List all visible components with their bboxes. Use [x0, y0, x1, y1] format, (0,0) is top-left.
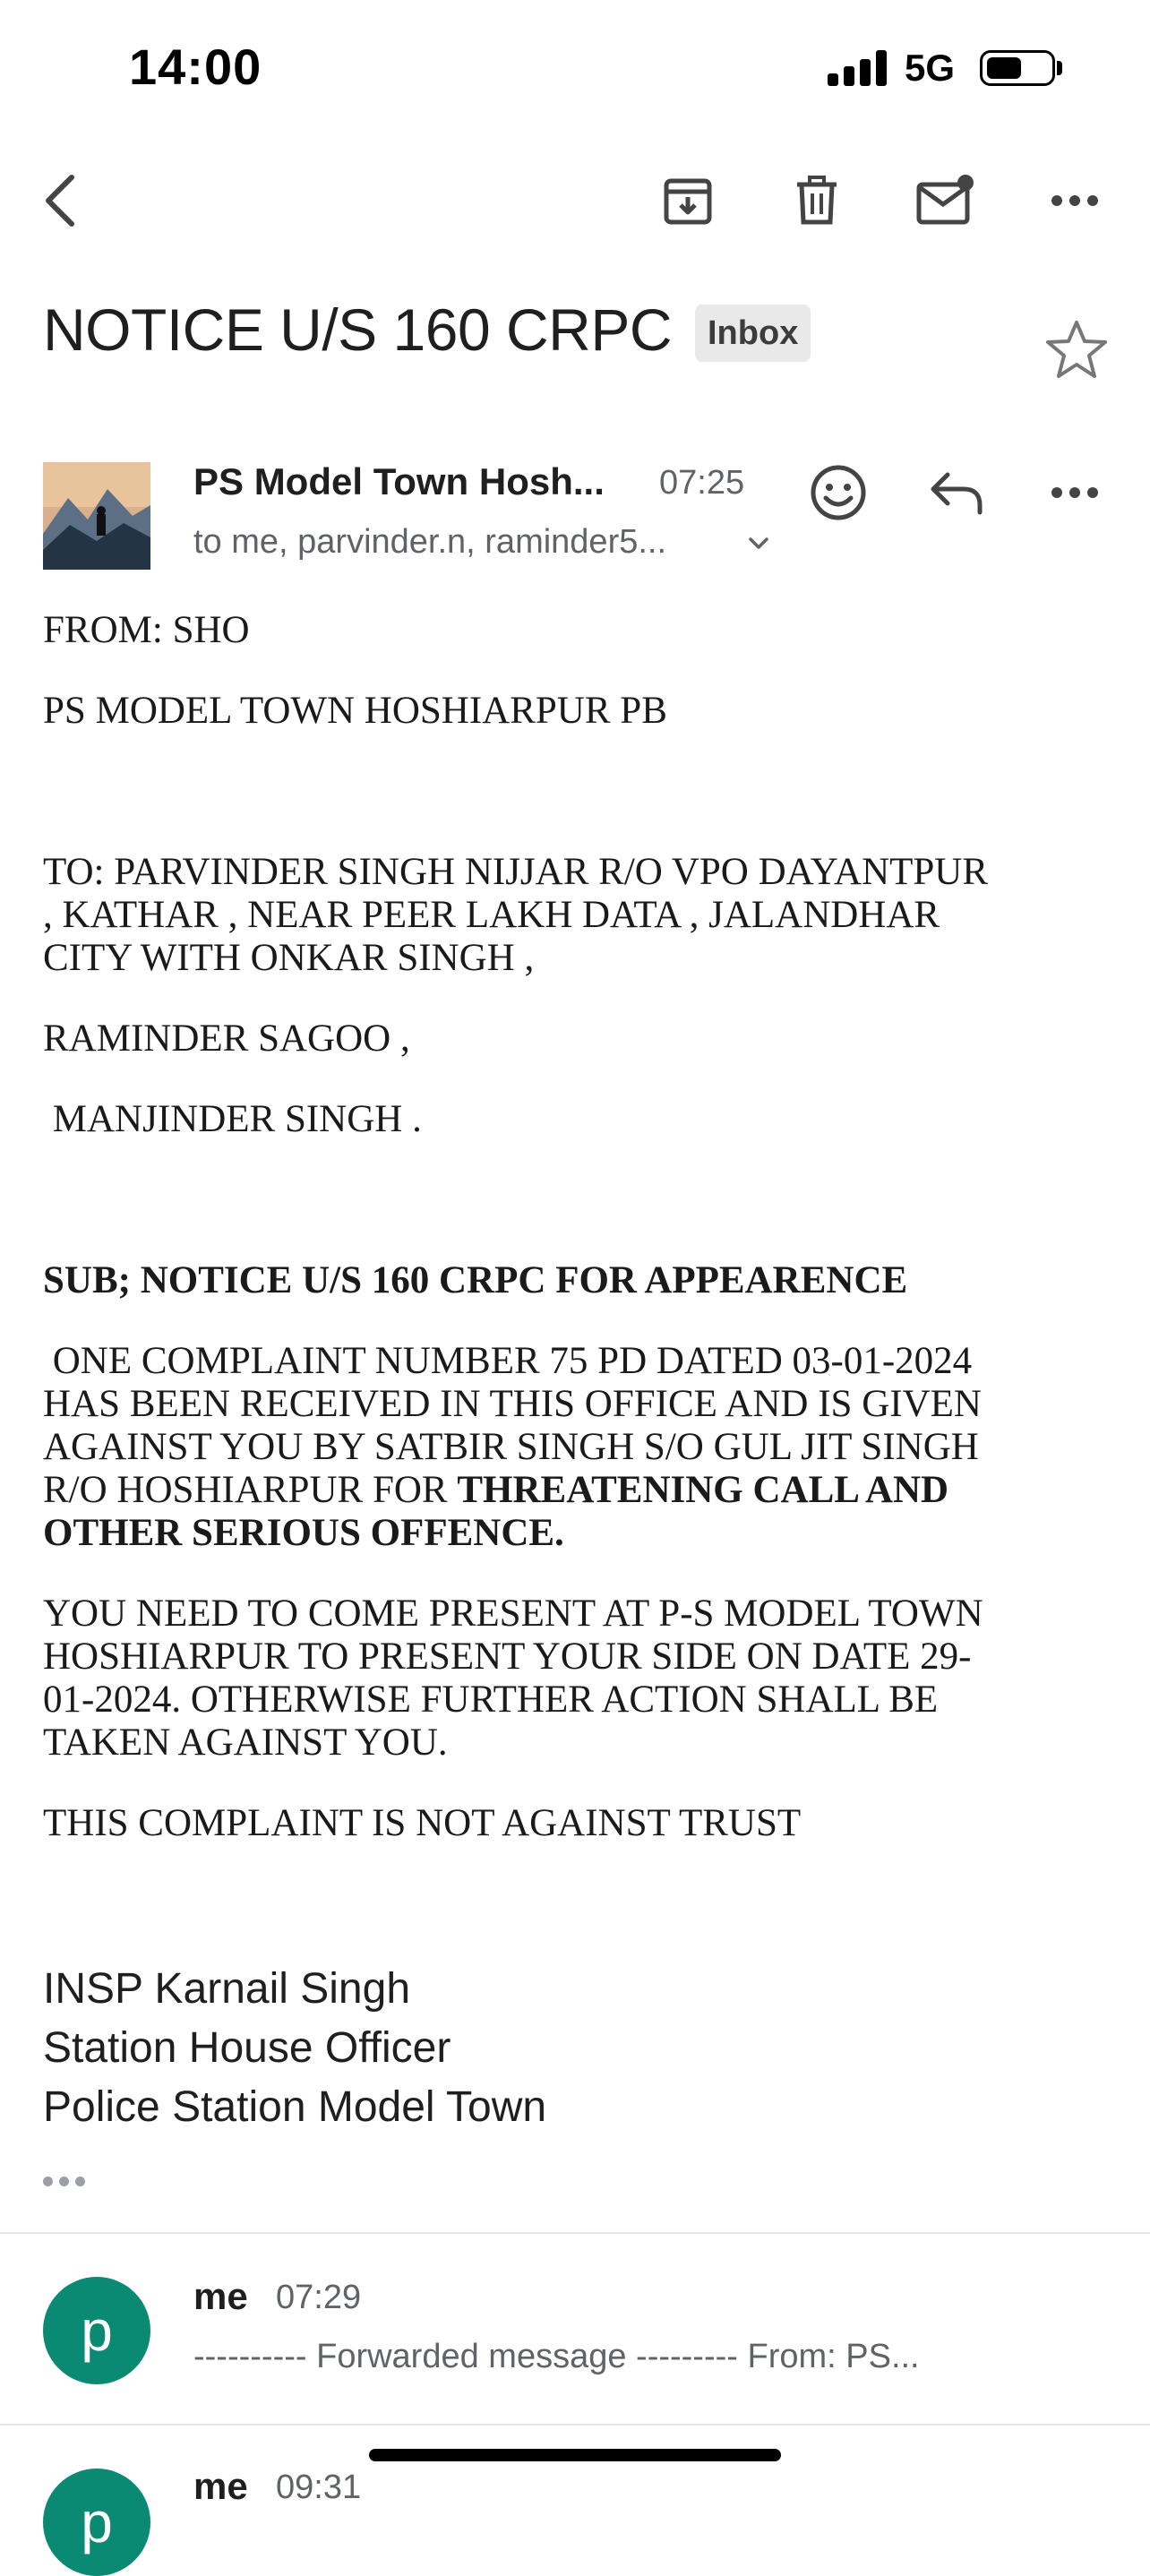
- subject-line-text: SUB; NOTICE U/S 160 CRPC FOR APPEARENCE: [43, 1259, 908, 1301]
- from-line: FROM: SHO: [43, 609, 250, 651]
- appearance-line: 01-2024. OTHERWISE FURTHER ACTION SHALL BE: [43, 1679, 939, 1721]
- home-indicator[interactable]: [369, 2449, 781, 2461]
- complaint-line: R/O HOSHIARPUR FOR: [43, 1469, 458, 1511]
- complaint-paragraph: [43, 1340, 1109, 1555]
- battery-icon: [980, 50, 1055, 86]
- trust-line: THIS COMPLAINT IS NOT AGAINST TRUST: [43, 1802, 802, 1844]
- back-arrow-icon: [36, 172, 86, 229]
- manjinder-line: MANJINDER SINGH .: [43, 1098, 422, 1140]
- to-address: [43, 851, 1109, 980]
- signature-line: Police Station Model Town: [43, 2083, 547, 2131]
- complaint-line: ONE COMPLAINT NUMBER 75 PD DATED 03-01-2024: [43, 1340, 973, 1382]
- more-icon: [1048, 192, 1102, 210]
- star-button[interactable]: [1044, 317, 1109, 382]
- recipients-line[interactable]: to me, parvinder.n, raminder5...: [193, 523, 667, 561]
- trash-icon: [790, 174, 844, 228]
- complaint-line: HAS BEEN RECEIVED IN THIS OFFICE AND IS GIVEN: [43, 1383, 982, 1425]
- battery-tip: [1057, 61, 1062, 75]
- signature: [43, 1960, 546, 2137]
- divider: [0, 2232, 1150, 2234]
- to-line: , KATHAR , NEAR PEER LAKH DATA , JALANDHAR: [43, 894, 940, 936]
- archive-icon: [661, 174, 715, 228]
- network-label: 5G: [905, 47, 956, 89]
- reply-button[interactable]: [921, 457, 992, 528]
- email-subject: NOTICE U/S 160 CRPC: [43, 296, 672, 363]
- thread-avatar[interactable]: p: [43, 2469, 150, 2576]
- appearance-line: HOSHIARPUR TO PRESENT YOUR SIDE ON DATE 29-: [43, 1636, 972, 1678]
- appearance-line: YOU NEED TO COME PRESENT AT P-S MODEL TOWN: [43, 1593, 983, 1635]
- archive-button[interactable]: [652, 165, 724, 236]
- divider: [0, 2424, 1150, 2426]
- thread-avatar[interactable]: p: [43, 2277, 150, 2384]
- appearance-line: TAKEN AGAINST YOU.: [43, 1722, 448, 1764]
- complaint-line-bold: THREATENING CALL AND: [457, 1469, 949, 1511]
- complaint-line: AGAINST YOU BY SATBIR SINGH S/O GUL JIT SINGH: [43, 1426, 979, 1468]
- more-options-button[interactable]: [1039, 165, 1111, 236]
- signature-line: INSP Karnail Singh: [43, 1965, 411, 2013]
- raminder-line: RAMINDER SAGOO ,: [43, 1018, 410, 1060]
- status-time: 14:00: [129, 39, 262, 95]
- to-line: TO: PARVINDER SINGH NIJJAR R/O VPO DAYANTPUR: [43, 851, 989, 893]
- reply-icon: [928, 468, 985, 518]
- toolbar: [0, 152, 1150, 251]
- thread-snippet[interactable]: ---------- Forwarded message --------- From: PS...: [193, 2338, 920, 2375]
- add-reaction-button[interactable]: [802, 457, 874, 528]
- complaint-line-bold: OTHER SERIOUS OFFENCE.: [43, 1512, 564, 1554]
- show-trimmed-content-button[interactable]: [43, 2168, 97, 2194]
- mark-unread-icon: [915, 174, 976, 228]
- thread-sender[interactable]: me: [193, 2465, 248, 2507]
- thread-sender[interactable]: me: [193, 2275, 248, 2317]
- appearance-paragraph: [43, 1593, 1109, 1765]
- sender-name[interactable]: PS Model Town Hosh...: [193, 460, 605, 502]
- signature-line: Station House Officer: [43, 2024, 451, 2072]
- star-icon: [1044, 317, 1109, 382]
- signal-icon: [828, 50, 887, 86]
- inbox-label-badge[interactable]: Inbox: [695, 305, 811, 362]
- message-body: [43, 609, 1109, 1883]
- more-icon: [1048, 484, 1102, 502]
- status-bar: [0, 0, 1150, 134]
- back-button[interactable]: [25, 165, 97, 236]
- thread-time: 09:31: [276, 2469, 362, 2506]
- mark-unread-button[interactable]: [910, 165, 982, 236]
- subject-line: [43, 1259, 1109, 1302]
- thread-time: 07:29: [276, 2279, 362, 2316]
- station-line: PS MODEL TOWN HOSHIARPUR PB: [43, 690, 667, 732]
- sender-avatar[interactable]: [43, 462, 150, 570]
- emoji-icon: [809, 463, 868, 522]
- delete-button[interactable]: [781, 165, 853, 236]
- message-time: 07:25: [659, 464, 745, 502]
- to-line: CITY WITH ONKAR SINGH ,: [43, 937, 535, 979]
- message-more-button[interactable]: [1039, 457, 1111, 528]
- chevron-down-icon[interactable]: [745, 530, 772, 557]
